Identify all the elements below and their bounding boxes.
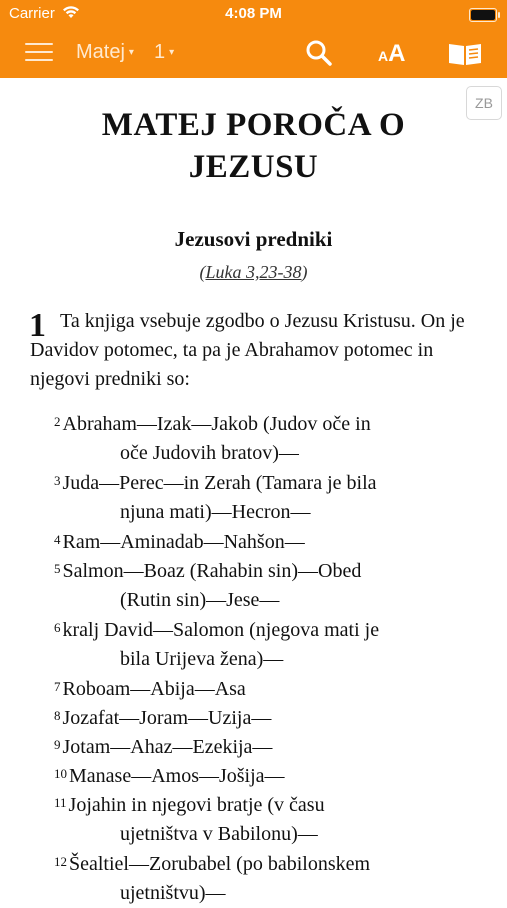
section-heading: Jezusovi predniki [174, 227, 333, 251]
book-name: Matej [76, 41, 125, 63]
verse-3: $^3$ Juda—Perec—in Zerah (Tamara je bila njuna mati)—Hecron— [54, 472, 377, 523]
cross-reference-link[interactable]: Luka 3,23-38 [205, 262, 302, 282]
book-selector[interactable] [76, 41, 134, 64]
open-book-icon[interactable] [447, 41, 483, 72]
clock: 4:08 PM [225, 5, 282, 22]
carrier-label: Carrier [9, 5, 55, 22]
verse-11: $^{11}$ Jojahin in njegovi bratje (v času ujetništva v Babilonu)— [54, 794, 325, 845]
verse-7: $^7$ Roboam—Abija—Asa [54, 678, 246, 700]
verse-6: $^6$ kralj David—Salomon (njegova mati je bila Urijeva žena)— [54, 619, 380, 670]
chevron-down-icon: ▾ [169, 47, 175, 59]
verse-1: Ta knjiga vsebuje zgodbo o Jezusu Kristusu. On je Davidov potomec, ta pa je Abrahamov potomec in njegovi predniki so: [30, 310, 465, 390]
chapter-number: 1 [154, 41, 166, 63]
battery-icon [469, 8, 497, 22]
cross-reference: (Luka 3,23-38) [199, 262, 308, 282]
chapter-selector[interactable] [154, 41, 174, 64]
status-bar [0, 0, 507, 28]
chevron-down-icon: ▾ [128, 47, 134, 59]
font-size-icon[interactable]: AA [378, 40, 406, 67]
menu-icon[interactable] [25, 41, 53, 63]
verse-8: $^8$ Jozafat—Joram—Uzija— [54, 707, 272, 729]
zb-button[interactable]: ZB [466, 86, 502, 120]
toolbar [0, 28, 507, 78]
search-icon[interactable] [305, 39, 333, 72]
verse-4: $^4$ Ram—Aminadab—Nahšon— [54, 531, 305, 553]
verse-9: $^9$ Jotam—Ahaz—Ezekija— [54, 736, 273, 758]
book-title: MATEJ POROČA O JEZUSU [101, 107, 406, 185]
verse-12: $^{12}$ Šealtiel—Zorubabel (po babilonskem ujetništvu)— [54, 853, 371, 904]
chapter-number-drop: 1 [29, 307, 46, 344]
verse-10: $^{10}$ Manase—Amos—Jošija— [54, 765, 285, 787]
verse-2: $^2$ Abraham—Izak—Jakob (Judov oče in oče Judovih bratov)— [54, 413, 371, 464]
verse-5: $^5$ Salmon—Boaz (Rahabin sin)—Obed (Rutin sin)—Jese— [54, 560, 362, 611]
